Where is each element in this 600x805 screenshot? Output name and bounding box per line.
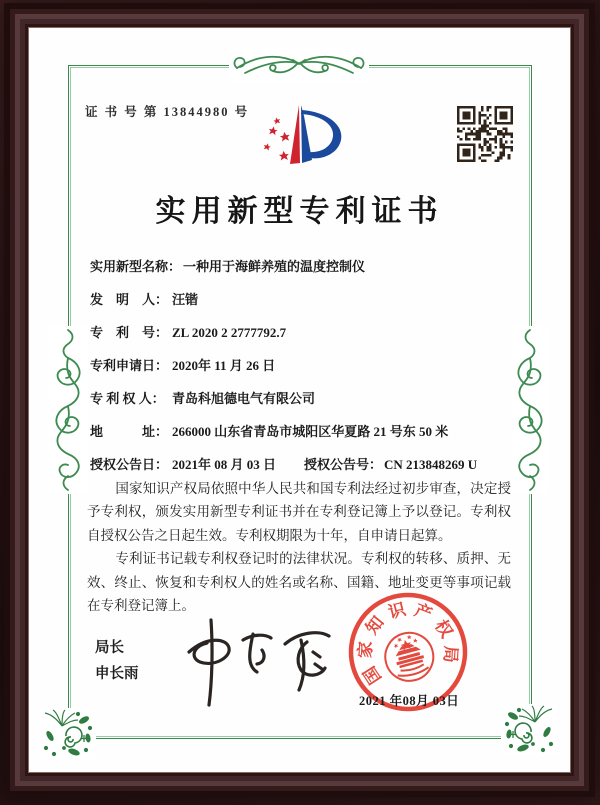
- field-value: 一种用于海鲜养殖的温度控制仪: [183, 259, 366, 274]
- legal-paragraph-1: 国家知识产权局依照中华人民共和国专利法经过初步审查，决定授予专利权，颁发实用新型专利证书并在专利登记簿上予以登记。专利权自授权公告之日起生效。专利权期限为十年，自申请日起算。: [87, 481, 511, 543]
- field-row-address: [90, 421, 534, 440]
- qr-code: [457, 106, 513, 162]
- seal-char: 国: [359, 662, 385, 688]
- field-value: CN 213848269 U: [384, 457, 478, 472]
- certificate-title: 实用新型专利证书: [155, 195, 444, 228]
- field-value: 2021年 08 月 03 日: [172, 457, 277, 472]
- bottom-left-flower-ornament: [40, 708, 96, 760]
- bottom-right-flower-ornament: [501, 704, 557, 756]
- seal-char: 局: [440, 645, 461, 664]
- seal-char: 知: [362, 612, 388, 638]
- field-row-patent-no: [90, 322, 534, 341]
- field-value: 266000 山东省青岛市城阳区华夏路 21 号东 50 米: [172, 424, 449, 439]
- field-label: 实用新型名称：: [90, 259, 182, 274]
- field-label: 专 利 号：: [90, 325, 169, 340]
- field-value: 2020年 11 月 26 日: [172, 358, 276, 373]
- field-label: 授权公告号：: [304, 457, 383, 472]
- left-scroll-ornament: [49, 326, 87, 494]
- field-label: 发 明 人：: [90, 292, 169, 307]
- field-value: 汪锴: [172, 292, 199, 307]
- field-row-filing-date: [90, 355, 534, 374]
- field-row-patentee: [90, 388, 534, 407]
- certificate-paper: [29, 28, 570, 772]
- field-label: 专 利 权 人：: [90, 391, 165, 406]
- seal-char: 识: [386, 599, 408, 623]
- field-label: 地 址：: [90, 424, 169, 439]
- seal-char: 权: [431, 616, 457, 642]
- field-row-grant: [90, 454, 534, 473]
- legal-paragraph-2: 专利证书记载专利权登记时的法律状况。专利权的转移、质押、无效、终止、恢复和专利权人的姓名或名称、国籍、地址变更等事项记载在专利登记簿上。: [87, 551, 511, 614]
- certificate-number: 证 书 号 第 13844980 号: [85, 105, 250, 119]
- seal-char: 家: [355, 640, 376, 659]
- director-name-label: 申长雨: [95, 666, 139, 682]
- national-emblem-icon: [380, 627, 439, 686]
- field-value: 青岛科旭德电气有限公司: [172, 391, 316, 406]
- field-row-inventor: [90, 289, 534, 308]
- director-title-label: 局长: [95, 640, 124, 656]
- top-flourish-ornament: [229, 47, 369, 83]
- seal-char: 产: [411, 600, 435, 625]
- field-value: ZL 2020 2 2777792.7: [172, 325, 287, 340]
- field-label: 授权公告日：: [90, 457, 169, 472]
- field-label: 专利申请日：: [90, 358, 169, 373]
- field-row-name: [90, 256, 534, 275]
- issue-date: 2021 年08月 03日: [359, 694, 460, 708]
- director-signature: [167, 610, 342, 715]
- cnipa-logo-icon: [260, 102, 348, 172]
